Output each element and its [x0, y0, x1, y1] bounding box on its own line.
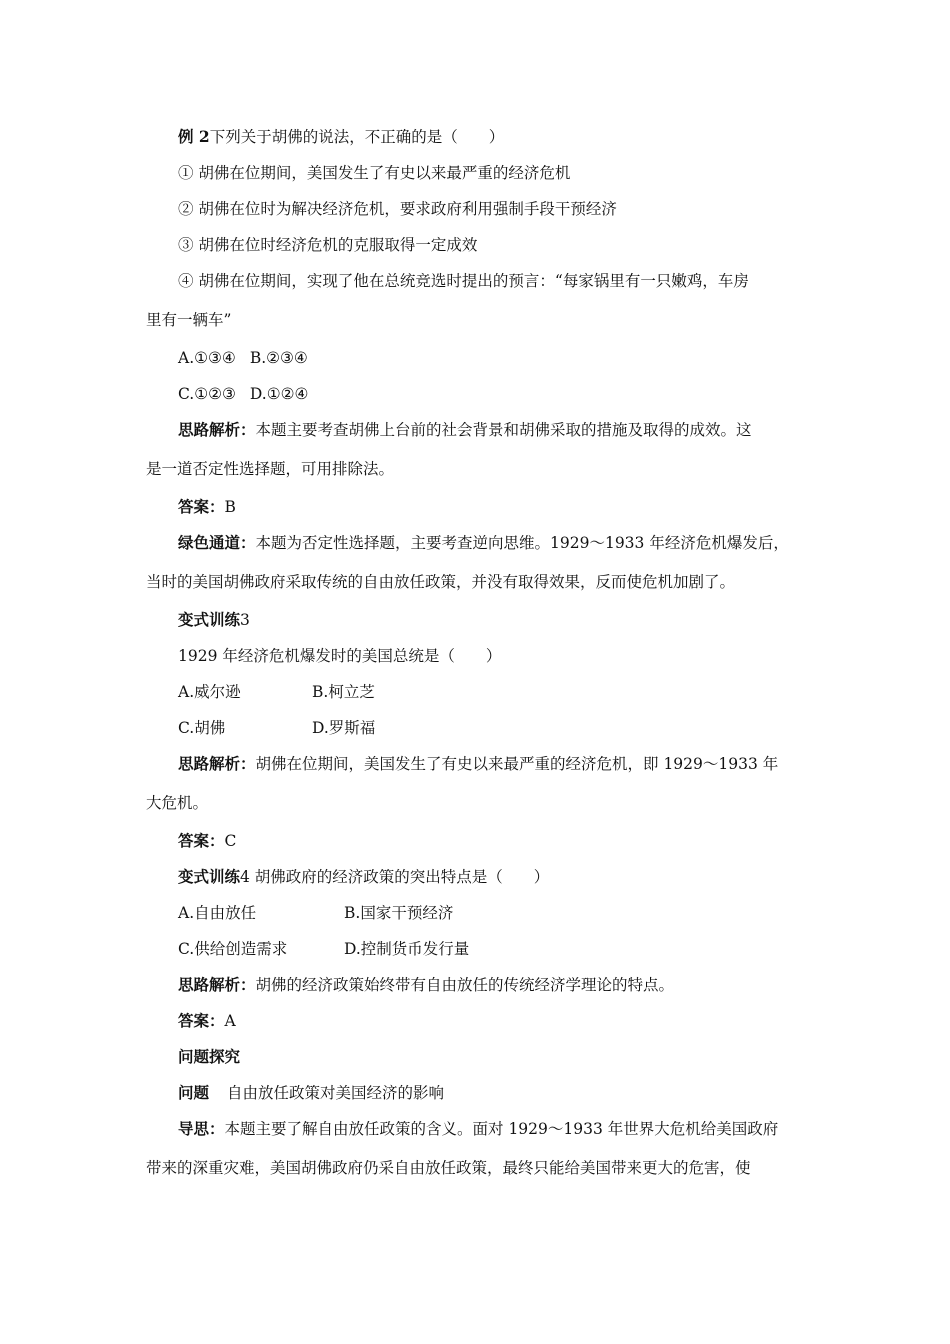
example2-statement-3: ③ 胡佛在位时经济危机的克服取得一定成效: [178, 236, 478, 254]
example2-statement-2: ② 胡佛在位时为解决经济危机，要求政府利用强制手段干预经济: [178, 200, 617, 218]
inquiry-question: [178, 1083, 444, 1103]
inquiry-heading: 问题探究: [178, 1047, 241, 1066]
drill3-answer: [178, 831, 236, 851]
green-channel-text: 本题为否定性选择题，主要考查逆向思维。1929～1933 年经济危机爆发后，: [255, 534, 789, 552]
drill3-analysis-cont: 大危机。: [146, 794, 209, 812]
green-channel-label: 绿色通道：: [178, 533, 256, 552]
drill3-option-c: C.胡佛: [178, 719, 226, 737]
analysis-label: 思路解析：: [178, 754, 256, 773]
answer-label: 答案：: [178, 831, 225, 850]
drill4-answer: [178, 1011, 236, 1031]
drill4-option-b: B.国家干预经济: [344, 904, 454, 922]
analysis-label: 思路解析：: [178, 420, 256, 439]
example2-statement-4: ④ 胡佛在位期间，实现了他在总统竞选时提出的预言：“每家锅里有一只嫩鸡，车房: [178, 272, 749, 290]
example2-answer: [178, 497, 236, 517]
example2-green-channel-cont: 当时的美国胡佛政府采取传统的自由放任政策，并没有取得效果，反而使危机加剧了。: [146, 573, 736, 591]
question-text: 自由放任政策对美国经济的影响: [227, 1084, 445, 1102]
drill3-option-d: D.罗斯福: [312, 719, 376, 737]
drill4-question-line: [178, 867, 549, 887]
drill4-options-row-1: [178, 903, 454, 923]
example2-analysis-cont: 是一道否定性选择题，可用排除法。: [146, 460, 395, 478]
answer-value: C: [224, 832, 237, 850]
drill3-heading: [178, 610, 250, 630]
example2-label: 例 2: [178, 127, 210, 146]
answer-label: 答案：: [178, 497, 225, 516]
drill3-number: 3: [240, 611, 250, 629]
drill3-option-a: A.威尔逊: [178, 683, 241, 701]
analysis-label: 思路解析：: [178, 975, 256, 994]
inquiry-guide-cont: 带来的深重灾难，美国胡佛政府仍采自由放任政策，最终只能给美国带来更大的危害，使: [146, 1159, 751, 1177]
example2-question-line: [178, 127, 504, 147]
example2-question: 下列关于胡佛的说法，不正确的是（ ）: [209, 128, 505, 146]
drill3-option-b: B.柯立芝: [312, 683, 375, 701]
analysis-text: 胡佛在位期间，美国发生了有史以来最严重的经济危机，即 1929～1933 年: [255, 755, 779, 773]
example2-options-row-2: [178, 384, 308, 404]
drill4-options-row-2: [178, 939, 470, 959]
analysis-text: 本题主要考查胡佛上台前的社会背景和胡佛采取的措施及取得的成效。这: [255, 421, 752, 439]
example2-statement-4-cont: 里有一辆车”: [146, 311, 232, 329]
drill4-option-c: C.供给创造需求: [178, 940, 288, 958]
example2-options-row-1: [178, 348, 308, 368]
drill4-option-a: A.自由放任: [178, 904, 257, 922]
question-label: 问题: [178, 1083, 210, 1102]
drill4-question: 4 胡佛政府的经济政策的突出特点是（ ）: [240, 868, 550, 886]
drill4-label: 变式训练: [178, 867, 241, 886]
example2-statement-1: ① 胡佛在位期间，美国发生了有史以来最严重的经济危机: [178, 164, 571, 182]
analysis-text: 胡佛的经济政策始终带有自由放任的传统经济学理论的特点。: [255, 976, 675, 994]
drill3-options-row-1: [178, 682, 375, 702]
drill4-option-d: D.控制货币发行量: [344, 940, 470, 958]
drill4-analysis: [178, 975, 674, 995]
example2-analysis: [178, 420, 752, 440]
answer-label: 答案：: [178, 1011, 225, 1030]
inquiry-guide: [178, 1119, 778, 1139]
guide-label: 导思：: [178, 1119, 225, 1138]
example2-option-b: B.②③④: [249, 349, 308, 367]
drill3-analysis: [178, 754, 778, 774]
answer-value: A: [224, 1012, 236, 1030]
drill3-question: 1929 年经济危机爆发时的美国总统是（ ）: [178, 647, 502, 665]
drill3-options-row-2: [178, 718, 376, 738]
drill3-label: 变式训练: [178, 610, 241, 629]
guide-text: 本题主要了解自由放任政策的含义。面对 1929～1933 年世界大危机给美国政府: [224, 1120, 779, 1138]
example2-option-a: A.①③④: [178, 349, 236, 367]
example2-green-channel: [178, 533, 789, 553]
example2-option-c: C.①②③: [178, 385, 236, 403]
answer-value: B: [224, 498, 236, 516]
example2-option-d: D.①②④: [249, 385, 309, 403]
